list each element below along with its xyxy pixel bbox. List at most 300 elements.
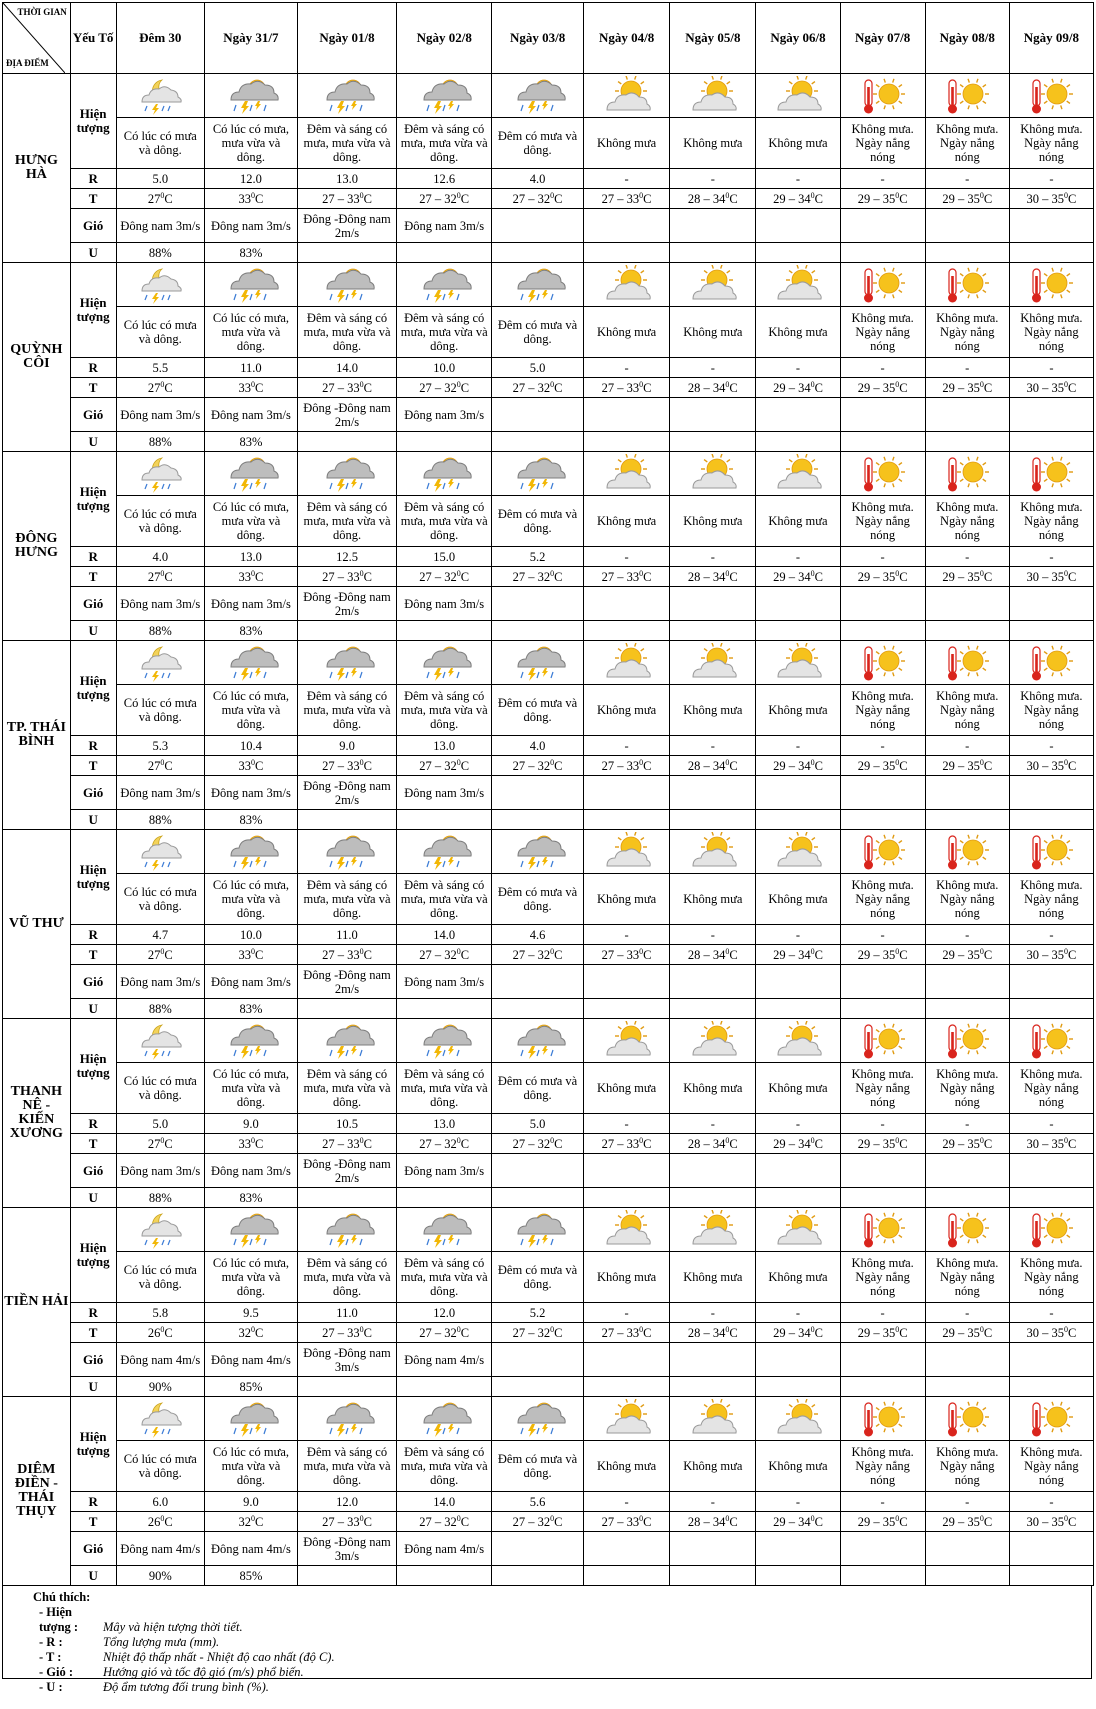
wind-value [756, 209, 840, 243]
degree-sign: 0 [1063, 568, 1068, 578]
weather-desc: Có lúc có mưa, mưa vừa và dông. [205, 118, 298, 169]
humidity-value [397, 1188, 492, 1208]
degree-sign: 0 [251, 379, 255, 389]
legend-value: Hướng gió và tốc độ gió (m/s) phổ biến. [103, 1665, 304, 1679]
temp-range: 27 – 33 [601, 569, 640, 584]
temp-unit: C [983, 758, 993, 773]
weather-desc: Không mưa. Ngày nắng nóng [1009, 118, 1093, 169]
weather-desc: Đêm có mưa và dông. [492, 496, 584, 547]
night-thunder-rain-icon [132, 76, 188, 116]
desc-row [3, 685, 1094, 736]
humidity-value [670, 1377, 756, 1397]
weather-icon-cell [297, 641, 396, 685]
thunderstorm-icon [416, 832, 472, 872]
rain-row [3, 358, 1094, 378]
factor-hien-tuong: Hiện tượng [70, 452, 116, 547]
temp-unit: C [899, 380, 908, 395]
temp-range: 27 [147, 191, 161, 206]
day-header: Ngày 07/8 [840, 3, 925, 74]
rain-value: - [1009, 1492, 1093, 1512]
weather-desc: Có lúc có mưa và dông. [116, 685, 204, 736]
weather-desc: Có lúc có mưa và dông. [116, 1252, 204, 1303]
wind-value: Đông -Đông nam 2m/s [297, 587, 396, 621]
thunderstorm-icon [510, 76, 566, 116]
weather-desc: Đêm có mưa và dông. [492, 1252, 584, 1303]
forecast-page [2, 2, 1094, 1694]
wind-value: Đông nam 3m/s [397, 398, 492, 432]
rain-value: - [583, 1492, 669, 1512]
sun-cloud-icon [685, 265, 741, 305]
degree-sign: 0 [1063, 379, 1068, 389]
temp-unit: C [643, 1514, 652, 1529]
wind-value: Đông nam 3m/s [116, 209, 204, 243]
degree-sign: 0 [550, 1513, 555, 1523]
temp-range: 27 – 33 [322, 569, 360, 584]
weather-icon-cell [1009, 263, 1093, 307]
temp-unit: C [363, 947, 372, 962]
temp-value [492, 1323, 584, 1343]
weather-desc: Không mưa. Ngày nắng nóng [840, 1252, 925, 1303]
weather-icon-cell [116, 452, 204, 496]
humidity-row [3, 1188, 1094, 1208]
temp-unit: C [899, 947, 908, 962]
hot-sun-icon [855, 76, 911, 116]
weather-desc: Không mưa. Ngày nắng nóng [840, 685, 925, 736]
rain-value: 15.0 [397, 547, 492, 567]
wind-value [583, 1532, 669, 1566]
temp-range: 33 [238, 380, 251, 395]
temp-unit: C [1067, 1325, 1077, 1340]
thunderstorm-icon [416, 454, 472, 494]
sun-cloud-icon [599, 76, 655, 116]
temp-range: 29 – 35 [857, 569, 896, 584]
rain-value: - [925, 169, 1009, 189]
thunderstorm-icon [510, 643, 566, 683]
rain-value: 9.5 [205, 1303, 298, 1323]
temp-range: 29 – 35 [942, 1136, 980, 1151]
temp-unit: C [554, 758, 563, 773]
weather-icon-cell [670, 1019, 756, 1063]
temp-unit: C [983, 1136, 993, 1151]
temp-range: 29 – 35 [857, 380, 896, 395]
hot-sun-icon [939, 1399, 995, 1439]
temp-unit: C [255, 947, 264, 962]
temp-range: 28 – 34 [687, 1325, 726, 1340]
icon-row [3, 1019, 1094, 1063]
temp-unit: C [983, 380, 993, 395]
weather-icon-cell [297, 74, 396, 118]
temp-unit: C [460, 1514, 470, 1529]
weather-icon-cell [840, 263, 925, 307]
legend-key: - Hiện tượng : [39, 1605, 79, 1634]
weather-icon-cell [297, 1019, 396, 1063]
rain-value: - [670, 1303, 756, 1323]
temp-range: 30 – 35 [1026, 1514, 1064, 1529]
temp-value [756, 567, 840, 587]
humidity-value: 90% [116, 1566, 204, 1586]
humidity-value: 83% [205, 1188, 298, 1208]
rain-value: - [925, 736, 1009, 756]
temp-range: 28 – 34 [687, 380, 726, 395]
temp-value [1009, 945, 1093, 965]
temp-range: 28 – 34 [687, 191, 726, 206]
sun-cloud-icon [685, 1021, 741, 1061]
temp-value [205, 1323, 298, 1343]
rain-value: 13.0 [397, 1114, 492, 1134]
humidity-value: 88% [116, 621, 204, 641]
sun-cloud-icon [685, 832, 741, 872]
weather-desc: Không mưa [756, 1252, 840, 1303]
weather-icon-cell [583, 263, 669, 307]
desc-row [3, 1441, 1094, 1492]
rain-value: - [840, 169, 925, 189]
weather-icon-cell [492, 452, 584, 496]
factor-gio: Gió [70, 398, 116, 432]
humidity-value [925, 243, 1009, 263]
night-thunder-rain-icon [132, 832, 188, 872]
weather-desc: Không mưa [583, 1252, 669, 1303]
temp-value [1009, 567, 1093, 587]
rain-value: - [756, 169, 840, 189]
temp-unit: C [1067, 947, 1077, 962]
humidity-value: 83% [205, 432, 298, 452]
rain-value: - [1009, 169, 1093, 189]
temp-range: 27 – 32 [419, 758, 457, 773]
weather-desc: Không mưa. Ngày nắng nóng [1009, 307, 1093, 358]
humidity-value [297, 1188, 396, 1208]
humidity-value [840, 621, 925, 641]
wind-value [925, 1532, 1009, 1566]
factor-t: T [70, 756, 116, 776]
temp-unit: C [983, 569, 993, 584]
temp-range: 33 [238, 569, 251, 584]
wind-value: Đông -Đông nam 3m/s [297, 1343, 396, 1377]
thunderstorm-icon [319, 1210, 375, 1250]
rain-value: - [670, 169, 756, 189]
temp-range: 30 – 35 [1026, 947, 1064, 962]
weather-desc: Không mưa. Ngày nắng nóng [840, 874, 925, 925]
humidity-value [583, 621, 669, 641]
temp-unit: C [164, 947, 173, 962]
factor-u: U [70, 999, 116, 1019]
weather-icon-cell [492, 1019, 584, 1063]
sun-cloud-icon [685, 454, 741, 494]
humidity-value [840, 810, 925, 830]
legend-key: - T : [39, 1650, 62, 1664]
temp-range: 30 – 35 [1026, 1136, 1064, 1151]
weather-icon-cell [297, 452, 396, 496]
hot-sun-icon [939, 643, 995, 683]
degree-sign: 0 [456, 1135, 461, 1145]
temp-unit: C [363, 1514, 372, 1529]
rain-row [3, 1303, 1094, 1323]
weather-icon-cell [492, 263, 584, 307]
weather-icon-cell [925, 452, 1009, 496]
location-name: TP. THÁI BÌNH [3, 641, 71, 830]
hot-sun-icon [939, 76, 995, 116]
humidity-value [756, 1188, 840, 1208]
humidity-value: 83% [205, 810, 298, 830]
day-header: Ngày 09/8 [1009, 3, 1093, 74]
weather-desc: Không mưa [583, 1441, 669, 1492]
temp-unit: C [729, 569, 738, 584]
temp-range: 27 [147, 758, 161, 773]
hot-sun-icon [855, 265, 911, 305]
degree-sign: 0 [359, 757, 364, 767]
temp-value [1009, 1134, 1093, 1154]
weather-icon-cell [205, 263, 298, 307]
wind-value: Đông nam 3m/s [397, 965, 492, 999]
temp-range: 27 – 33 [322, 1136, 360, 1151]
degree-sign: 0 [550, 379, 555, 389]
temp-unit: C [554, 947, 563, 962]
temp-unit: C [554, 569, 563, 584]
rain-value: 14.0 [397, 925, 492, 945]
humidity-value [840, 432, 925, 452]
weather-icon-cell [205, 452, 298, 496]
factor-gio: Gió [70, 1154, 116, 1188]
wind-value: Đông nam 4m/s [205, 1343, 298, 1377]
wind-value [756, 776, 840, 810]
temp-range: 27 – 33 [322, 947, 360, 962]
rain-value: - [1009, 925, 1093, 945]
humidity-value [925, 810, 1009, 830]
sun-cloud-icon [770, 265, 826, 305]
temp-unit: C [255, 1325, 264, 1340]
rain-value: - [840, 1492, 925, 1512]
rain-value: - [756, 1492, 840, 1512]
temp-value [756, 1134, 840, 1154]
temp-unit: C [729, 758, 738, 773]
temp-value [492, 1134, 584, 1154]
temp-range: 29 – 35 [857, 1514, 896, 1529]
humidity-value [397, 243, 492, 263]
humidity-value [1009, 999, 1093, 1019]
degree-sign: 0 [639, 568, 644, 578]
temp-range: 27 – 32 [419, 380, 457, 395]
temp-range: 27 – 33 [322, 758, 360, 773]
wind-value [1009, 1343, 1093, 1377]
weather-icon-cell [840, 830, 925, 874]
degree-sign: 0 [251, 1324, 255, 1334]
weather-icon-cell [492, 74, 584, 118]
weather-icon-cell [397, 1208, 492, 1252]
humidity-value [670, 810, 756, 830]
temp-value [397, 1512, 492, 1532]
degree-sign: 0 [810, 946, 815, 956]
humidity-value [756, 432, 840, 452]
temp-range: 29 – 35 [942, 569, 980, 584]
weather-icon-cell [1009, 1019, 1093, 1063]
temp-range: 27 – 33 [322, 191, 360, 206]
wind-value: Đông nam 4m/s [397, 1532, 492, 1566]
temp-unit: C [460, 758, 470, 773]
degree-sign: 0 [1063, 1135, 1068, 1145]
icon-row [3, 452, 1094, 496]
rain-value: 12.5 [297, 547, 396, 567]
thunderstorm-icon [416, 76, 472, 116]
wind-value: Đông nam 4m/s [116, 1532, 204, 1566]
weather-desc: Không mưa. Ngày nắng nóng [925, 685, 1009, 736]
weather-desc: Đêm và sáng có mưa, mưa vừa và dông. [397, 1441, 492, 1492]
degree-sign: 0 [810, 1135, 815, 1145]
weather-icon-cell [116, 1208, 204, 1252]
rain-value: - [583, 925, 669, 945]
hot-sun-icon [1023, 454, 1079, 494]
temp-unit: C [983, 947, 993, 962]
rain-value: 14.0 [297, 358, 396, 378]
day-header: Ngày 08/8 [925, 3, 1009, 74]
weather-desc: Đêm và sáng có mưa, mưa vừa và dông. [397, 874, 492, 925]
temp-range: 27 – 32 [512, 380, 551, 395]
temp-range: 29 – 35 [857, 1136, 896, 1151]
degree-sign: 0 [725, 1324, 730, 1334]
day-header: Ngày 03/8 [492, 3, 584, 74]
weather-desc: Không mưa. Ngày nắng nóng [1009, 874, 1093, 925]
degree-sign: 0 [1063, 1324, 1068, 1334]
factor-t: T [70, 189, 116, 209]
wind-value [492, 1532, 584, 1566]
weather-icon-cell [1009, 452, 1093, 496]
wind-value: Đông -Đông nam 3m/s [297, 1532, 396, 1566]
rain-value: 14.0 [397, 1492, 492, 1512]
factor-gio: Gió [70, 587, 116, 621]
thunderstorm-icon [510, 1399, 566, 1439]
factor-u: U [70, 621, 116, 641]
degree-sign: 0 [639, 1513, 644, 1523]
temp-unit: C [983, 1514, 993, 1529]
thunderstorm-icon [416, 1021, 472, 1061]
rain-value: - [1009, 547, 1093, 567]
wind-value [492, 1154, 584, 1188]
sun-cloud-icon [685, 76, 741, 116]
degree-sign: 0 [251, 1513, 255, 1523]
weather-icon-cell [205, 74, 298, 118]
temp-range: 32 [238, 1325, 251, 1340]
humidity-value [397, 1377, 492, 1397]
degree-sign: 0 [550, 568, 555, 578]
temp-value [925, 1323, 1009, 1343]
weather-desc: Có lúc có mưa, mưa vừa và dông. [205, 307, 298, 358]
thunderstorm-icon [416, 265, 472, 305]
degree-sign: 0 [160, 1135, 165, 1145]
weather-icon-cell [116, 1019, 204, 1063]
wind-value [1009, 587, 1093, 621]
degree-sign: 0 [1063, 757, 1068, 767]
weather-icon-cell [397, 1019, 492, 1063]
wind-value: Đông -Đông nam 2m/s [297, 398, 396, 432]
temp-value [116, 945, 204, 965]
degree-sign: 0 [456, 1513, 461, 1523]
temp-range: 29 – 35 [942, 380, 980, 395]
degree-sign: 0 [456, 1324, 461, 1334]
temp-value [116, 378, 204, 398]
sun-cloud-icon [599, 1210, 655, 1250]
wind-row [3, 587, 1094, 621]
temp-value [297, 756, 396, 776]
wind-value [756, 1154, 840, 1188]
factor-gio: Gió [70, 1532, 116, 1566]
desc-row [3, 1252, 1094, 1303]
wind-value [492, 209, 584, 243]
thunderstorm-icon [510, 1021, 566, 1061]
weather-icon-cell [670, 641, 756, 685]
temp-unit: C [255, 1514, 264, 1529]
wind-value [925, 776, 1009, 810]
degree-sign: 0 [810, 1324, 815, 1334]
factor-gio: Gió [70, 965, 116, 999]
temp-row [3, 378, 1094, 398]
humidity-value [840, 1566, 925, 1586]
temp-range: 27 – 32 [512, 569, 551, 584]
wind-value [670, 587, 756, 621]
night-thunder-rain-icon [132, 643, 188, 683]
weather-icon-cell [840, 74, 925, 118]
legend-item [3, 1680, 1091, 1695]
temp-range: 32 [238, 1514, 251, 1529]
thunderstorm-icon [510, 1210, 566, 1250]
weather-desc: Đêm và sáng có mưa, mưa vừa và dông. [297, 1441, 396, 1492]
degree-sign: 0 [639, 1135, 644, 1145]
humidity-value [583, 810, 669, 830]
degree-sign: 0 [359, 379, 364, 389]
temp-value [670, 1323, 756, 1343]
desc-row [3, 118, 1094, 169]
weather-icon-cell [840, 641, 925, 685]
weather-desc: Không mưa [670, 685, 756, 736]
wind-value: Đông nam 3m/s [116, 776, 204, 810]
wind-value: Đông nam 3m/s [205, 776, 298, 810]
temp-unit: C [554, 1514, 563, 1529]
wind-value [492, 965, 584, 999]
temp-value [925, 1512, 1009, 1532]
degree-sign: 0 [810, 757, 815, 767]
degree-sign: 0 [895, 568, 900, 578]
legend-value: Tổng lượng mưa (mm). [103, 1635, 220, 1649]
rain-value: 4.0 [492, 736, 584, 756]
weather-icon-cell [925, 74, 1009, 118]
rain-row [3, 736, 1094, 756]
temp-unit: C [729, 947, 738, 962]
humidity-value [397, 810, 492, 830]
degree-sign: 0 [550, 757, 555, 767]
weather-desc: Có lúc có mưa, mưa vừa và dông. [205, 685, 298, 736]
icon-row [3, 1397, 1094, 1441]
degree-sign: 0 [639, 190, 644, 200]
weather-desc: Không mưa. Ngày nắng nóng [1009, 1441, 1093, 1492]
temp-range: 29 – 34 [773, 1136, 811, 1151]
weather-icon-cell [583, 641, 669, 685]
weather-desc: Không mưa. Ngày nắng nóng [1009, 685, 1093, 736]
factor-t: T [70, 378, 116, 398]
desc-row [3, 874, 1094, 925]
weather-desc: Không mưa [756, 118, 840, 169]
weather-desc: Không mưa [670, 118, 756, 169]
degree-sign: 0 [160, 1513, 165, 1523]
weather-icon-cell [583, 1397, 669, 1441]
temp-unit: C [729, 1136, 738, 1151]
rain-value: 5.0 [116, 1114, 204, 1134]
rain-value: 5.0 [492, 1114, 584, 1134]
degree-sign: 0 [895, 1324, 900, 1334]
temp-value [492, 945, 584, 965]
temp-value [116, 1512, 204, 1532]
factor-r: R [70, 1492, 116, 1512]
thunderstorm-icon [223, 643, 279, 683]
temp-unit: C [460, 380, 470, 395]
degree-sign: 0 [810, 1513, 815, 1523]
wind-value: Đông nam 4m/s [397, 1343, 492, 1377]
